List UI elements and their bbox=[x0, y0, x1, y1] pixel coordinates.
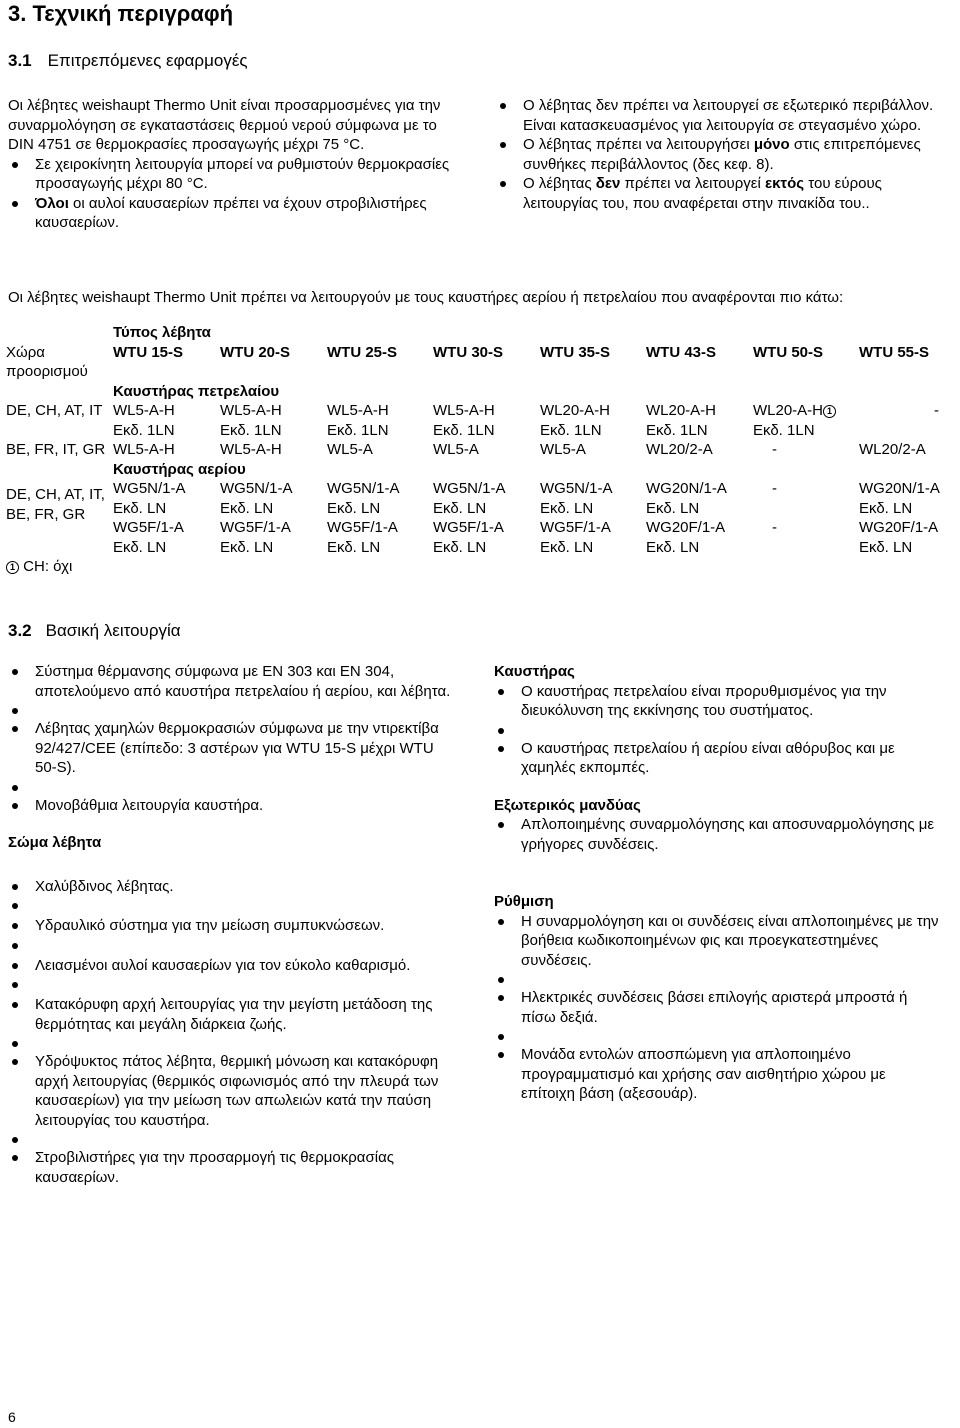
item-text: του εύρους λειτουργίας του, που αναφέρεται στην πινακίδα του.. bbox=[523, 175, 882, 212]
list-item: Κατακόρυφη αρχή λειτουργίας για την μεγίστη μετάδοση της θερμότητας και μεγάλη διάρκεια ζωής. bbox=[8, 995, 453, 1034]
table-cell: Εκδ. LN bbox=[220, 499, 274, 517]
gas-countries: DE, CH, AT, IT, BE, FR, GR bbox=[6, 486, 105, 523]
type-heading: Τύπος λέβητα bbox=[113, 324, 211, 341]
item-text: Ο λέβητας bbox=[523, 175, 596, 192]
table-cell: Εκδ. LN bbox=[433, 499, 487, 517]
table-cell: WG5N/1-A bbox=[220, 480, 293, 497]
list-item: Λειασμένοι αυλοί καυσαερίων για τον εύκολο καθαρισμό. bbox=[8, 956, 453, 976]
table-cell: Εκδ. LN bbox=[646, 499, 700, 517]
subsection-3-1-heading bbox=[8, 50, 248, 72]
list-item bbox=[496, 135, 936, 174]
table-cell: WG5F/1-A bbox=[113, 519, 184, 536]
table-cell: Εκδ. LN bbox=[327, 499, 381, 517]
bold-word: μόνο bbox=[753, 136, 790, 153]
table-cell: - bbox=[772, 441, 777, 458]
spacer bbox=[8, 701, 453, 719]
list-item: Μονοβάθμια λειτουργία καυστήρα. bbox=[8, 796, 453, 816]
model-header: WTU 25-S bbox=[327, 343, 398, 361]
list-item: Ο καυστήρας πετρελαίου ή αερίου είναι αθόρυβος και με χαμηλές εκπομπές. bbox=[494, 739, 939, 778]
spacer bbox=[8, 975, 453, 995]
adjust-bullets bbox=[494, 912, 939, 1104]
list-item: Στροβιλιστήρες για την προσαρμογή τις θερμοκρασίας καυσαερίων. bbox=[8, 1148, 453, 1187]
model-header: WTU 20-S bbox=[220, 343, 291, 361]
bold-word: εκτός bbox=[764, 175, 805, 192]
footnote-text: CH: όχι bbox=[19, 558, 73, 575]
table-cell: WL20/2-A bbox=[646, 441, 713, 458]
table-cell: Εκδ. LN bbox=[113, 538, 167, 556]
table-cell bbox=[859, 421, 959, 441]
oil-countries-2: BE, FR, IT, GR bbox=[6, 441, 106, 458]
table-cell: Εκδ. 1LN bbox=[540, 421, 602, 439]
model-header: WTU 50-S bbox=[753, 343, 824, 361]
list-item: Απλοποιημένης συναρμολόγησης και αποσυναρμολόγησης με γρήγορες συνδέσεις. bbox=[494, 815, 939, 854]
spacer bbox=[494, 1027, 939, 1045]
table-cell: Εκδ. LN bbox=[646, 538, 700, 556]
model-header: WTU 43-S bbox=[646, 343, 717, 361]
table-cell bbox=[753, 538, 859, 558]
table-cell: WG20N/1-A bbox=[646, 480, 727, 497]
body-heading: Σώμα λέβητα bbox=[8, 834, 102, 851]
table-cell: WL5-A-H bbox=[113, 441, 175, 458]
table-cell: WG20F/1-A bbox=[646, 519, 726, 536]
spacer bbox=[8, 778, 453, 796]
table-cell: WL20-A-H bbox=[646, 402, 717, 419]
list-item: Υδρόψυκτος πάτος λέβητα, θερμική μόνωση και κατακόρυφη αρχή λειτουργίας (θερμικός σιφωνισμός από την πλευρά των καυσαερίων) για την μείωση των απωλειών κατά την παύση λειτουργίας του καυστήρα. bbox=[8, 1052, 453, 1130]
list-item bbox=[496, 174, 936, 213]
list-item: Λέβητας χαμηλών θερμοκρασιών σύμφωνα με την ντιρεκτίβα 92/427/CEE (επίπεδο: 3 αστέρων για WTU 15-S μέχρι WTU 50-S). bbox=[8, 719, 453, 778]
item-text: πρέπει να λειτουργεί bbox=[620, 175, 765, 192]
list-item: Σύστημα θέρμανσης σύμφωνα με ΕΝ 303 και ΕΝ 304, αποτελούμενο από καυστήρα πετρελαίου ή αερίου, και λέβητα. bbox=[8, 662, 453, 701]
table-cell: Εκδ. 1LN bbox=[220, 421, 282, 439]
spacer bbox=[494, 970, 939, 988]
model-header: WTU 35-S bbox=[540, 343, 611, 361]
table-cell bbox=[753, 401, 859, 421]
list-item: Ο λέβητας δεν πρέπει να λειτουργεί σε εξωτερικό περιβάλλον. Είναι κατασκευασμένος για λειτουργία σε στεγασμένο χώρο. bbox=[496, 96, 936, 135]
table-cell: WG5F/1-A bbox=[540, 519, 611, 536]
s31-left-bullets bbox=[8, 155, 463, 233]
table-cell: Εκδ. 1LN bbox=[113, 421, 175, 439]
subsection-title: Βασική λειτουργία bbox=[45, 621, 181, 640]
s32-left-bullets-1 bbox=[8, 662, 453, 815]
table-cell: WL5-A-H bbox=[220, 402, 282, 419]
footnote-marker-icon: 1 bbox=[6, 561, 19, 574]
table-cell: Εκδ. LN bbox=[327, 538, 381, 556]
footnote-marker-icon: 1 bbox=[823, 405, 836, 418]
table-cell: WL20/2-A bbox=[859, 441, 926, 458]
oil-heading: Καυστήρας πετρελαίου bbox=[113, 382, 280, 400]
burner-bullets bbox=[494, 682, 939, 778]
cell-text: WL20-A-H bbox=[753, 402, 824, 419]
list-item: Η συναρμολόγηση και οι συνδέσεις είναι απλοποιημένες με την βοήθεια κωδικοποιημένων φις και προεγκατεστημένες συνδέσεις. bbox=[494, 912, 939, 971]
table-cell: WG5N/1-A bbox=[113, 480, 186, 497]
page-number: 6 bbox=[8, 1409, 16, 1425]
s32-right-column bbox=[494, 662, 939, 1104]
table-cell: WL5-A-H bbox=[327, 402, 389, 419]
table-cell: WL5-A-H bbox=[113, 402, 175, 419]
subsection-number: 3.1 bbox=[8, 51, 32, 70]
bold-word: δεν bbox=[595, 175, 621, 192]
table-cell: - bbox=[772, 519, 777, 536]
table-cell: Εκδ. LN bbox=[220, 538, 274, 556]
table-cell: WL5-A bbox=[327, 441, 373, 458]
list-item: Ηλεκτρικές συνδέσεις βάσει επιλογής αριστερά μπροστά ή πίσω δεξιά. bbox=[494, 988, 939, 1027]
table-cell: WL5-A bbox=[540, 441, 586, 458]
table-cell bbox=[753, 499, 859, 519]
table-cell: WG5N/1-A bbox=[433, 480, 506, 497]
oil-countries-1: DE, CH, AT, IT bbox=[6, 402, 103, 419]
subsection-number: 3.2 bbox=[8, 621, 32, 640]
list-item: Χαλύβδινος λέβητας. bbox=[8, 877, 453, 897]
item-text: Ο λέβητας πρέπει να λειτουργήσει bbox=[523, 136, 754, 153]
item-text: στις επιτρεπόμενες συνθήκες περιβάλλοντος (δες κεφ. 8). bbox=[523, 136, 921, 173]
table-cell: - bbox=[772, 480, 777, 497]
table-cell: Εκδ. LN bbox=[859, 499, 913, 517]
table-cell: WG20F/1-A bbox=[859, 519, 939, 536]
table-cell: WL5-A-H bbox=[433, 402, 495, 419]
adjust-heading: Ρύθμιση bbox=[494, 893, 554, 910]
bold-word: Όλοι bbox=[35, 194, 69, 212]
footnote bbox=[6, 557, 959, 577]
country-heading: Χώρα προορισμού bbox=[6, 343, 88, 380]
list-item: Ο καυστήρας πετρελαίου είναι προρυθμισμένος για την διευκόλυνση της εκκίνησης του συστήματος. bbox=[494, 682, 939, 721]
table-cell: - bbox=[934, 402, 939, 419]
table-cell: Εκδ. 1LN bbox=[327, 421, 389, 439]
table-intro: Οι λέβητες weishaupt Thermo Unit πρέπει να λειτουργούν με τους καυστήρες αερίου ή πετρελαίου που αναφέρονται πιο κάτω: bbox=[8, 289, 844, 306]
model-header: WTU 15-S bbox=[113, 343, 184, 361]
gas-heading: Καυστήρας αερίου bbox=[113, 460, 246, 478]
list-item: Υδραυλικό σύστημα για την μείωση συμπυκνώσεων. bbox=[8, 916, 453, 936]
casing-bullets bbox=[494, 815, 939, 854]
subsection-3-2-heading bbox=[8, 620, 181, 642]
list-item: Μονάδα εντολών αποσπώμενη για απλοποιημένο προγραμματισμό και χρήσης σαν αισθητήριο χώρου με επίτοιχη βάση (αξεσουάρ). bbox=[494, 1045, 939, 1104]
casing-heading: Εξωτερικός μανδύας bbox=[494, 796, 641, 814]
table-cell: Εκδ. LN bbox=[113, 499, 167, 517]
table-cell: Εκδ. LN bbox=[433, 538, 487, 556]
table-cell: WG5F/1-A bbox=[327, 519, 398, 536]
table-cell: WG5N/1-A bbox=[540, 480, 613, 497]
table-cell: WG20N/1-A bbox=[859, 480, 940, 497]
table-cell: WL20-A-H bbox=[540, 402, 611, 419]
spacer bbox=[8, 1130, 453, 1148]
burner-table bbox=[6, 323, 959, 577]
table-cell: WL5-A-H bbox=[220, 441, 282, 458]
spacer bbox=[494, 721, 939, 739]
table-cell: Εκδ. 1LN bbox=[753, 421, 815, 439]
table-cell: WG5F/1-A bbox=[220, 519, 291, 536]
s31-right-column bbox=[496, 96, 936, 213]
list-item: Σε χειροκίνητη λειτουργία μπορεί να ρυθμιστούν θερμοκρασίες προσαγωγής μέχρι 80 °C. bbox=[8, 155, 463, 194]
spacer bbox=[8, 936, 453, 956]
model-header: WTU 55-S bbox=[859, 343, 930, 361]
table-cell: Εκδ. LN bbox=[540, 538, 594, 556]
table-cell: Εκδ. LN bbox=[540, 499, 594, 517]
burner-heading: Καυστήρας bbox=[494, 663, 575, 680]
model-header: WTU 30-S bbox=[433, 343, 504, 361]
s31-left-column bbox=[8, 96, 463, 233]
table-cell: Εκδ. LN bbox=[859, 538, 913, 556]
s31-right-bullets bbox=[496, 96, 936, 213]
table-cell: Εκδ. 1LN bbox=[433, 421, 495, 439]
item-text: οι αυλοί καυσαερίων πρέπει να έχουν στροβιλιστήρες καυσαερίων. bbox=[35, 194, 427, 231]
list-item bbox=[8, 194, 463, 233]
spacer bbox=[8, 896, 453, 916]
s32-left-bullets-2 bbox=[8, 877, 453, 1188]
subsection-title: Επιτρεπόμενες εφαρμογές bbox=[47, 51, 248, 70]
table-cell: Εκδ. 1LN bbox=[646, 421, 708, 439]
s32-left-column bbox=[8, 662, 453, 1187]
table-cell: WL5-A bbox=[433, 441, 479, 458]
table-cell: WG5N/1-A bbox=[327, 480, 400, 497]
table-cell: WG5F/1-A bbox=[433, 519, 504, 536]
s31-intro: Οι λέβητες weishaupt Thermo Unit είναι προσαρμοσμένες για την συναρμολόγηση σε εγκαταστάσεις θερμού νερού σύμφωνα με το DIN 4751 σε θερμοκρασίες προσαγωγής μέχρι 75 °C. bbox=[8, 97, 441, 153]
spacer bbox=[8, 1034, 453, 1052]
section-title: 3. Τεχνική περιγραφή bbox=[8, 1, 234, 26]
